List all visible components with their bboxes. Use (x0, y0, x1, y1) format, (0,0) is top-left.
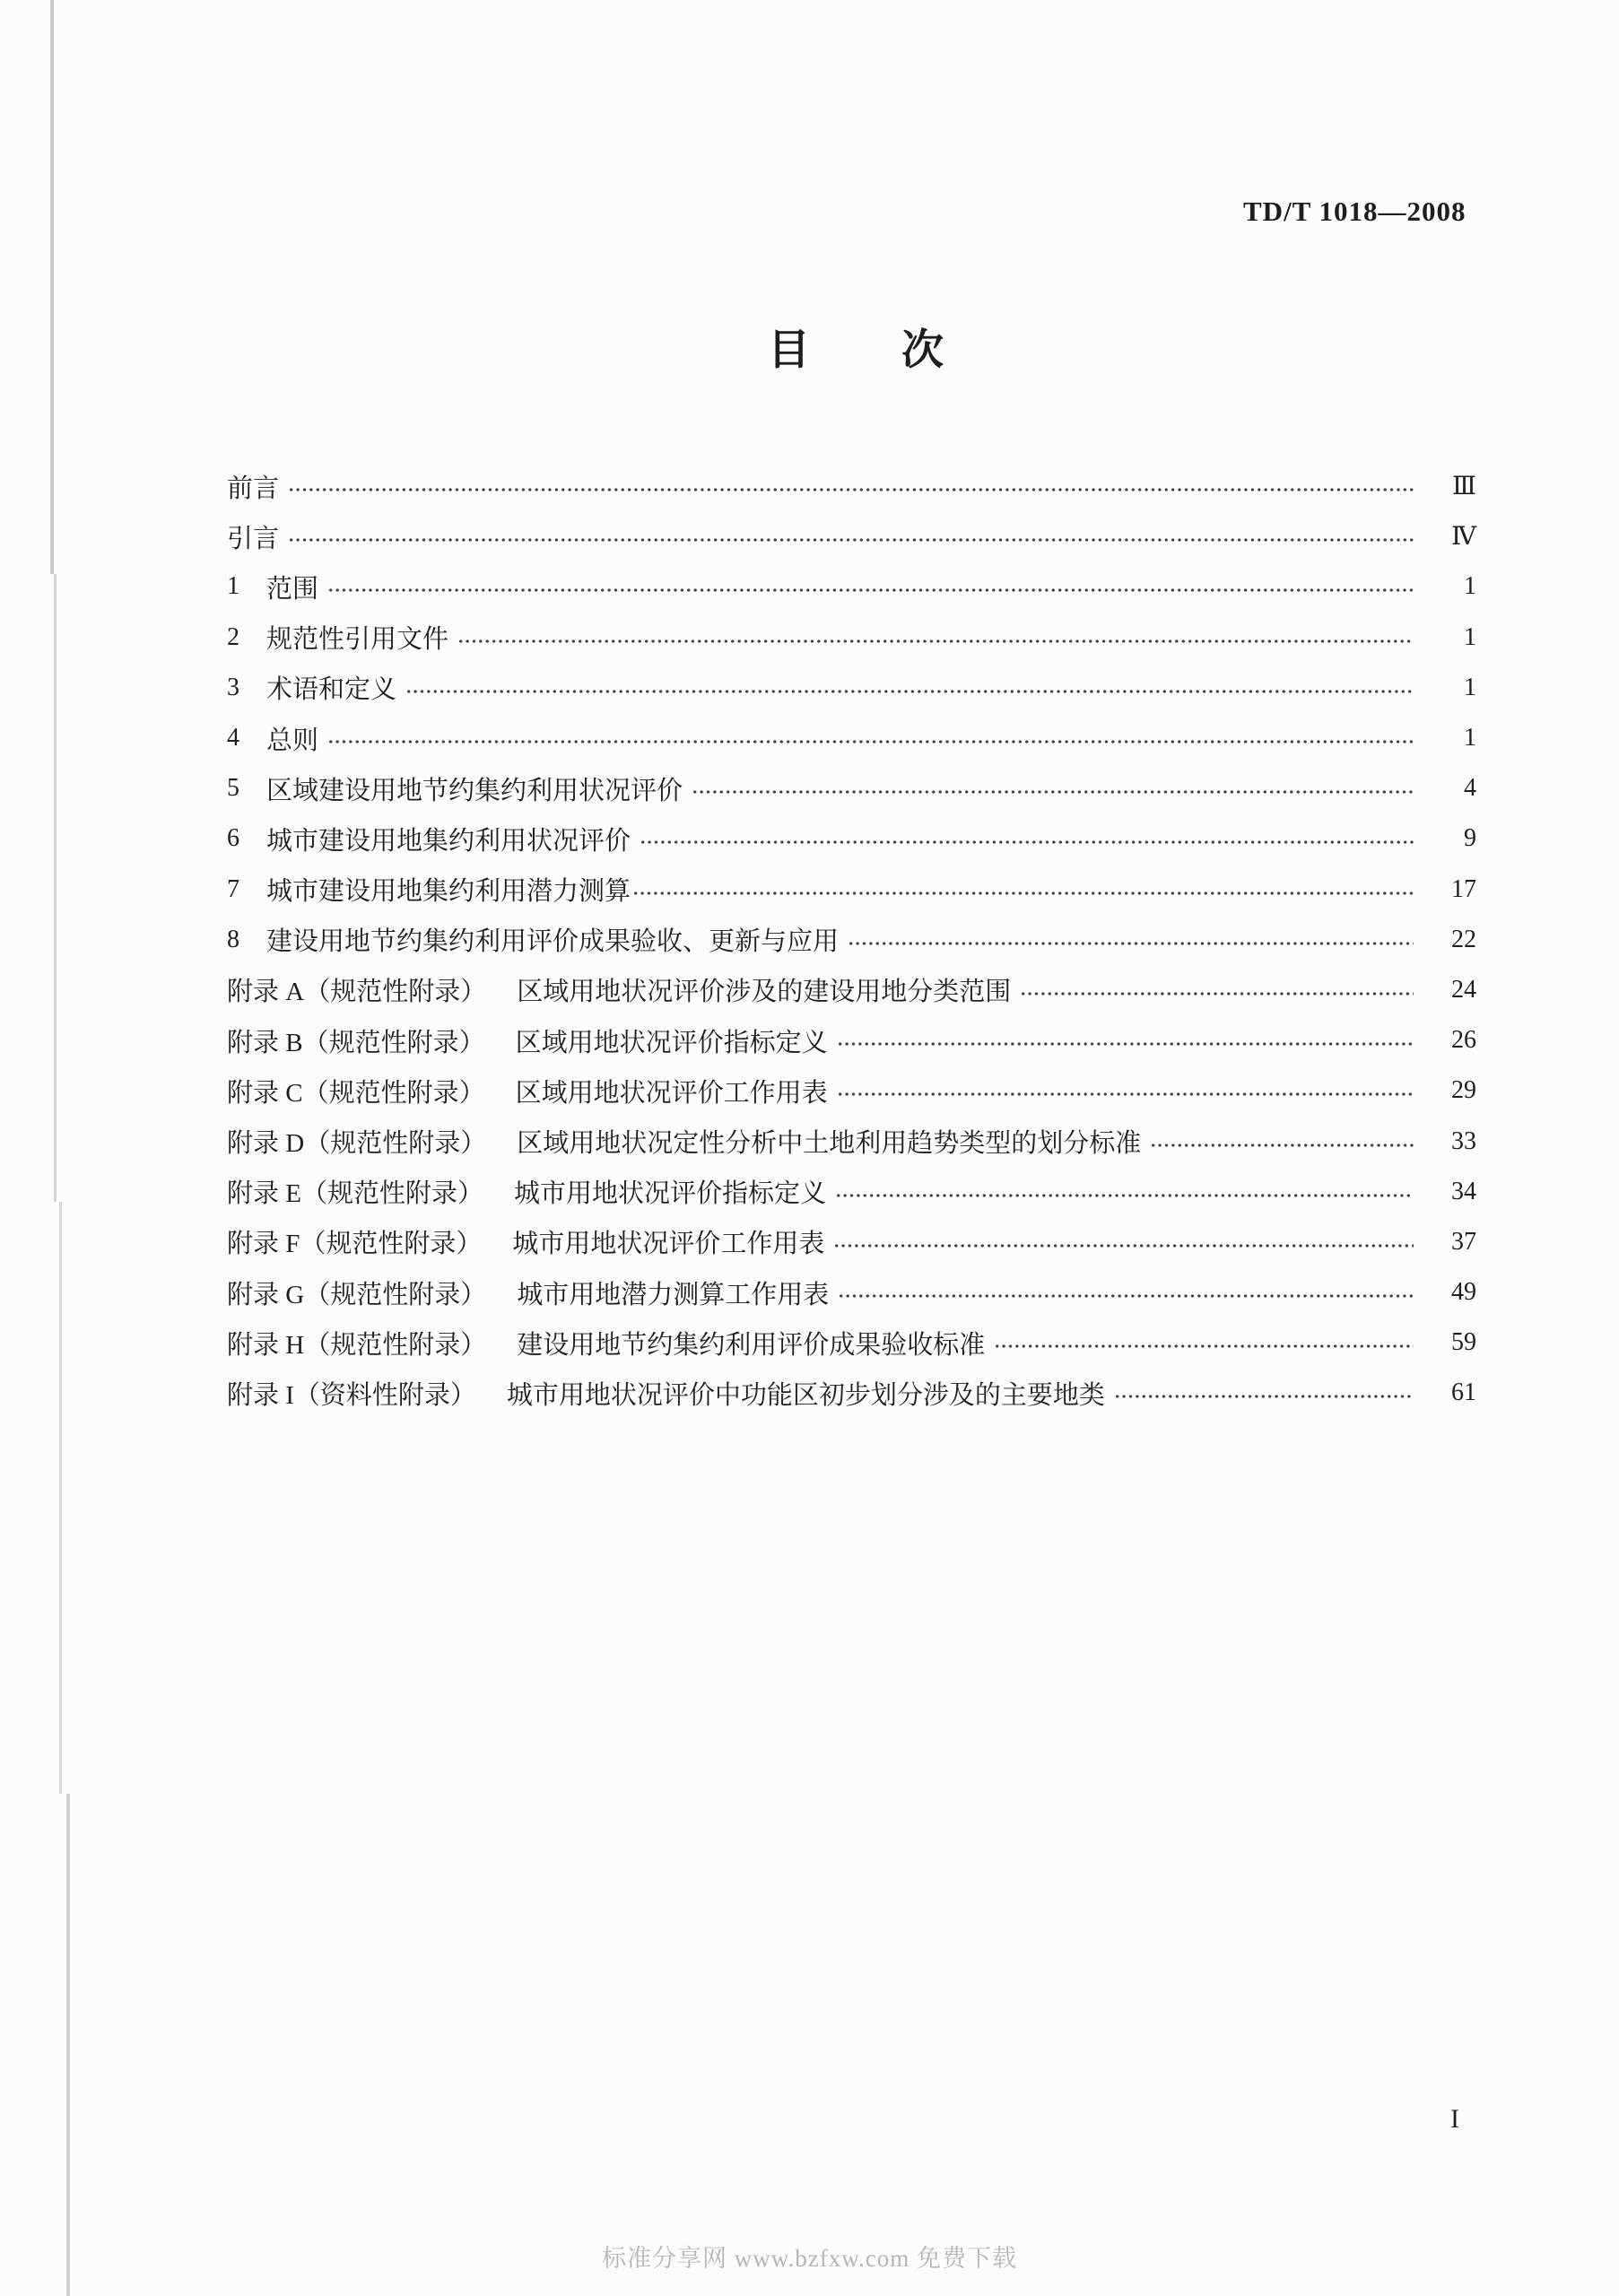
page-title-char: 目 (768, 327, 810, 374)
toc-page-number: 24 (1451, 975, 1476, 1004)
toc-page-number: Ⅲ (1451, 473, 1476, 501)
dotted-leader (692, 789, 1414, 795)
toc-entry-number: 8 (227, 925, 239, 953)
toc-row (227, 1015, 1476, 1065)
toc-page-number: 1 (1464, 572, 1476, 601)
toc-row (227, 663, 1476, 713)
toc-entry-number: 1 (227, 572, 239, 601)
toc-entry-number: 2 (227, 622, 239, 651)
toc-row (227, 965, 1476, 1015)
toc-entry-label: 区域用地状况评价工作用表 (515, 1078, 828, 1108)
toc-page-number: 1 (1464, 622, 1476, 651)
watermark-text: 标准分享网 www.bzfxw.com 免费下载 (602, 2245, 1017, 2272)
toc-entry-label: 建设用地节约集约利用评价成果验收、更新与应用 (266, 927, 840, 957)
page-title (768, 327, 944, 374)
dotted-leader (994, 1344, 1414, 1349)
toc-page-number: 22 (1451, 925, 1476, 953)
toc-row (227, 561, 1476, 612)
dotted-leader (640, 839, 1414, 845)
dotted-leader (837, 1041, 1414, 1047)
toc-entry-label: 范围 (266, 574, 319, 604)
toc-row (227, 511, 1476, 561)
toc-row (227, 713, 1476, 763)
toc-entry-prefix: 附录 E（规范性附录） (227, 1179, 483, 1209)
toc-page-number: 1 (1464, 673, 1476, 701)
scan-edge-artifact (54, 574, 57, 1202)
toc-row (227, 1116, 1476, 1166)
standard-number: TD/T 1018—2008 (1243, 196, 1467, 227)
page-title-char: 次 (901, 327, 944, 374)
dotted-leader (848, 941, 1414, 946)
toc-entry-label: 引言 (227, 524, 280, 553)
toc-row (227, 1318, 1476, 1368)
toc-entry-prefix: 附录 G（规范性附录） (227, 1280, 487, 1309)
toc-list (227, 461, 1476, 1419)
toc-entry-prefix: 附录 C（规范性附录） (227, 1078, 485, 1108)
toc-row (227, 1167, 1476, 1217)
toc-entry-label: 建设用地节约集约利用评价成果验收标准 (517, 1330, 986, 1360)
toc-entry-number: 6 (227, 824, 239, 853)
toc-entry-number: 4 (227, 724, 239, 752)
toc-entry-label: 总则 (266, 726, 319, 755)
dotted-leader (457, 639, 1414, 644)
dotted-leader (1114, 1394, 1414, 1399)
toc-row (227, 461, 1476, 511)
toc-entry-label: 区域用地状况定性分析中土地利用趋势类型的划分标准 (517, 1129, 1142, 1159)
toc-row (227, 763, 1476, 813)
toc-entry-label: 城市用地状况评价中功能区初步划分涉及的主要地类 (506, 1380, 1105, 1410)
toc-row (227, 1065, 1476, 1116)
toc-entry-label: 城市建设用地集约利用潜力测算 (266, 877, 631, 907)
toc-entry-label: 城市建设用地集约利用状况评价 (266, 826, 631, 856)
toc-entry-label: 城市用地潜力测算工作用表 (517, 1280, 830, 1309)
toc-entry-label: 区域用地状况评价涉及的建设用地分类范围 (517, 978, 1012, 1007)
toc-row (227, 1267, 1476, 1318)
toc-page-number: 59 (1451, 1328, 1476, 1357)
toc-page-number: 17 (1451, 874, 1476, 903)
toc-page-number: 9 (1464, 824, 1476, 853)
toc-entry-label: 区域建设用地节约集约利用状况评价 (266, 776, 683, 805)
toc-page-number: 29 (1451, 1076, 1476, 1105)
toc-row (227, 813, 1476, 864)
toc-page-number: Ⅳ (1451, 523, 1476, 552)
dotted-leader (1020, 991, 1414, 996)
toc-entry-label: 前言 (227, 474, 280, 503)
dotted-leader (838, 1293, 1414, 1299)
toc-entry-prefix: 附录 B（规范性附录） (227, 1028, 485, 1057)
toc-entry-label: 规范性引用文件 (266, 625, 449, 655)
dotted-leader (327, 739, 1414, 744)
dotted-leader (288, 487, 1414, 492)
scan-edge-artifact (50, 0, 54, 574)
toc-page-number: 26 (1451, 1026, 1476, 1055)
dotted-leader (632, 891, 1414, 896)
toc-page-number: 49 (1451, 1278, 1476, 1307)
toc-entry-prefix: 附录 A（规范性附录） (227, 978, 487, 1007)
toc-row (227, 865, 1476, 915)
toc-entry-number: 3 (227, 673, 239, 701)
toc-page-number: 37 (1451, 1227, 1476, 1256)
scan-edge-artifact (66, 1794, 70, 2296)
dotted-leader (288, 537, 1414, 543)
toc-entry-prefix: 附录 F（规范性附录） (227, 1230, 483, 1259)
toc-row (227, 1368, 1476, 1418)
dotted-leader (405, 689, 1414, 694)
toc-entry-prefix: 附录 H（规范性附录） (227, 1330, 487, 1360)
toc-entry-number: 5 (227, 774, 239, 803)
dotted-leader (837, 1091, 1414, 1097)
page-numeral: I (1450, 2104, 1459, 2134)
toc-entry-label: 城市用地状况评价指标定义 (513, 1179, 826, 1209)
toc-entry-label: 区域用地状况评价指标定义 (515, 1028, 828, 1057)
dotted-leader (833, 1243, 1414, 1248)
dotted-leader (327, 587, 1414, 593)
toc-page-number: 34 (1451, 1177, 1476, 1205)
toc-page-number: 1 (1464, 724, 1476, 752)
toc-row (227, 1217, 1476, 1267)
toc-page-number: 61 (1451, 1378, 1476, 1407)
toc-entry-label: 城市用地状况评价工作用表 (512, 1230, 825, 1259)
toc-row (227, 915, 1476, 965)
toc-page-number: 33 (1451, 1126, 1476, 1155)
toc-entry-number: 7 (227, 874, 239, 903)
toc-row (227, 613, 1476, 663)
toc-entry-label: 术语和定义 (266, 675, 397, 705)
dotted-leader (835, 1193, 1414, 1198)
toc-page-number: 4 (1464, 774, 1476, 803)
dotted-leader (1150, 1143, 1414, 1148)
toc-entry-prefix: 附录 D（规范性附录） (227, 1129, 487, 1159)
toc-entry-prefix: 附录 I（资料性附录） (227, 1380, 476, 1410)
scan-edge-artifact (59, 1202, 62, 1794)
